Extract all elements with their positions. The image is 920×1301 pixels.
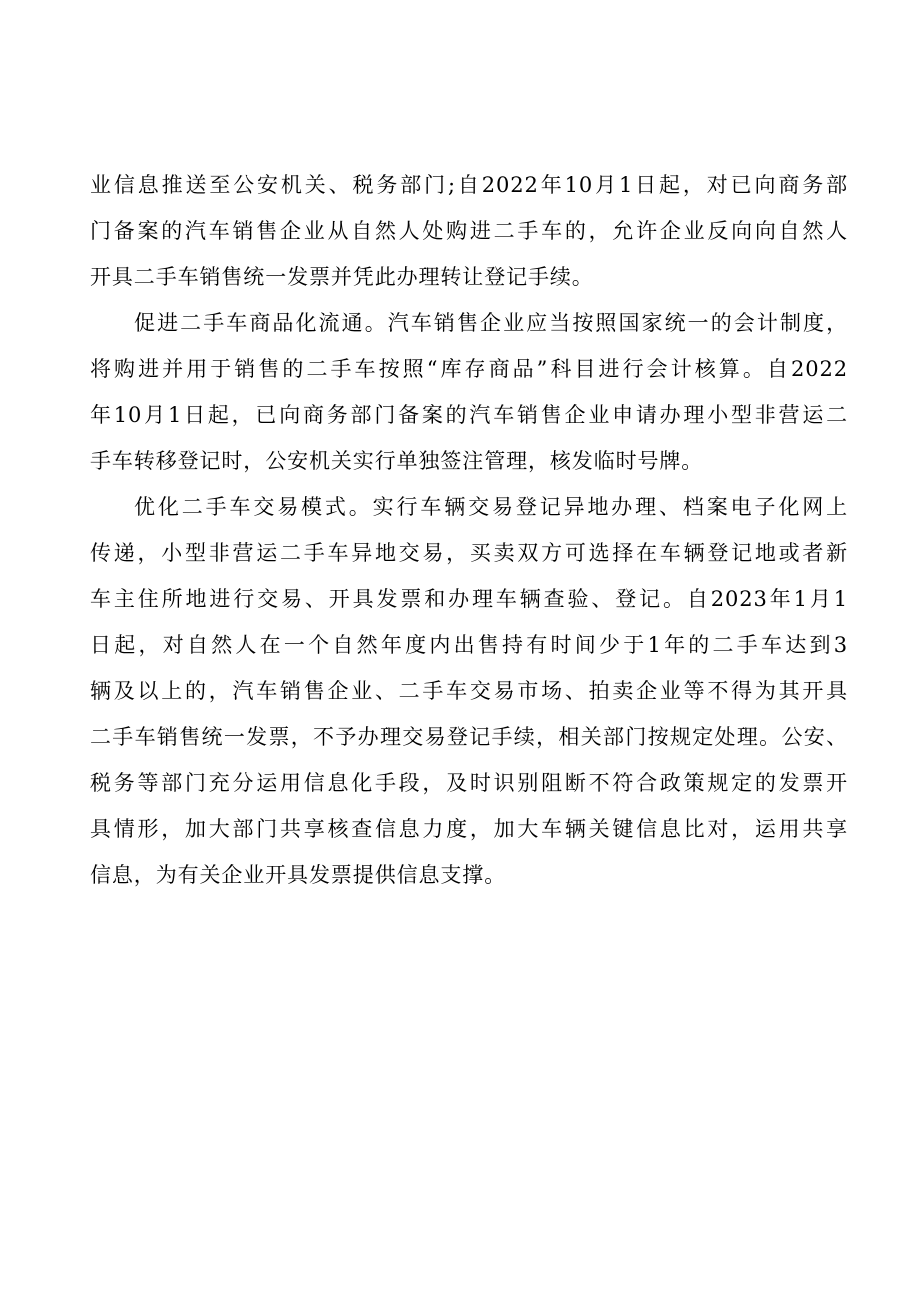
paragraph-line: 手车转移登记时，公安机关实行单独签注管理，核发临时号牌。 — [90, 449, 704, 473]
paragraph-line: 车主住所地进行交易、开具发票和办理车辆查验、登记。自2023年1月1 — [90, 587, 848, 611]
paragraph-line: 具情形，加大部门共享核查信息力度，加大车辆关键信息比对，运用共享 — [90, 817, 848, 841]
paragraph-1 — [90, 162, 848, 300]
paragraph-line: 优化二手车交易模式。实行车辆交易登记异地办理、档案电子化网上 — [134, 495, 848, 519]
paragraph-line: 传递，小型非营运二手车异地交易，买卖双方可选择在车辆登记地或者新 — [90, 541, 848, 565]
paragraph-line: 信息，为有关企业开具发票提供信息支撑。 — [90, 863, 507, 887]
document-body — [90, 162, 848, 898]
paragraph-line: 开具二手车销售统一发票并凭此办理转让登记手续。 — [90, 265, 594, 289]
paragraph-line: 门备案的汽车销售企业从自然人处购进二手车的，允许企业反向向自然人 — [90, 219, 848, 243]
paragraph-line: 业信息推送至公安机关、税务部门;自2022年10月1日起，对已向商务部 — [90, 173, 848, 197]
paragraph-line: 年10月1日起，已向商务部门备案的汽车销售企业申请办理小型非营运二 — [90, 403, 848, 427]
paragraph-2 — [90, 300, 848, 484]
paragraph-line: 税务等部门充分运用信息化手段，及时识别阻断不符合政策规定的发票开 — [90, 771, 848, 795]
paragraph-line: 辆及以上的，汽车销售企业、二手车交易市场、拍卖企业等不得为其开具 — [90, 679, 848, 703]
paragraph-line: 二手车销售统一发票，不予办理交易登记手续，相关部门按规定处理。公安、 — [90, 725, 848, 749]
paragraph-3 — [90, 484, 848, 898]
paragraph-line: 日起，对自然人在一个自然年度内出售持有时间少于1年的二手车达到3 — [90, 633, 848, 657]
paragraph-line: 将购进并用于销售的二手车按照“库存商品”科目进行会计核算。自2022 — [90, 357, 848, 381]
paragraph-line: 促进二手车商品化流通。汽车销售企业应当按照国家统一的会计制度， — [134, 311, 848, 335]
